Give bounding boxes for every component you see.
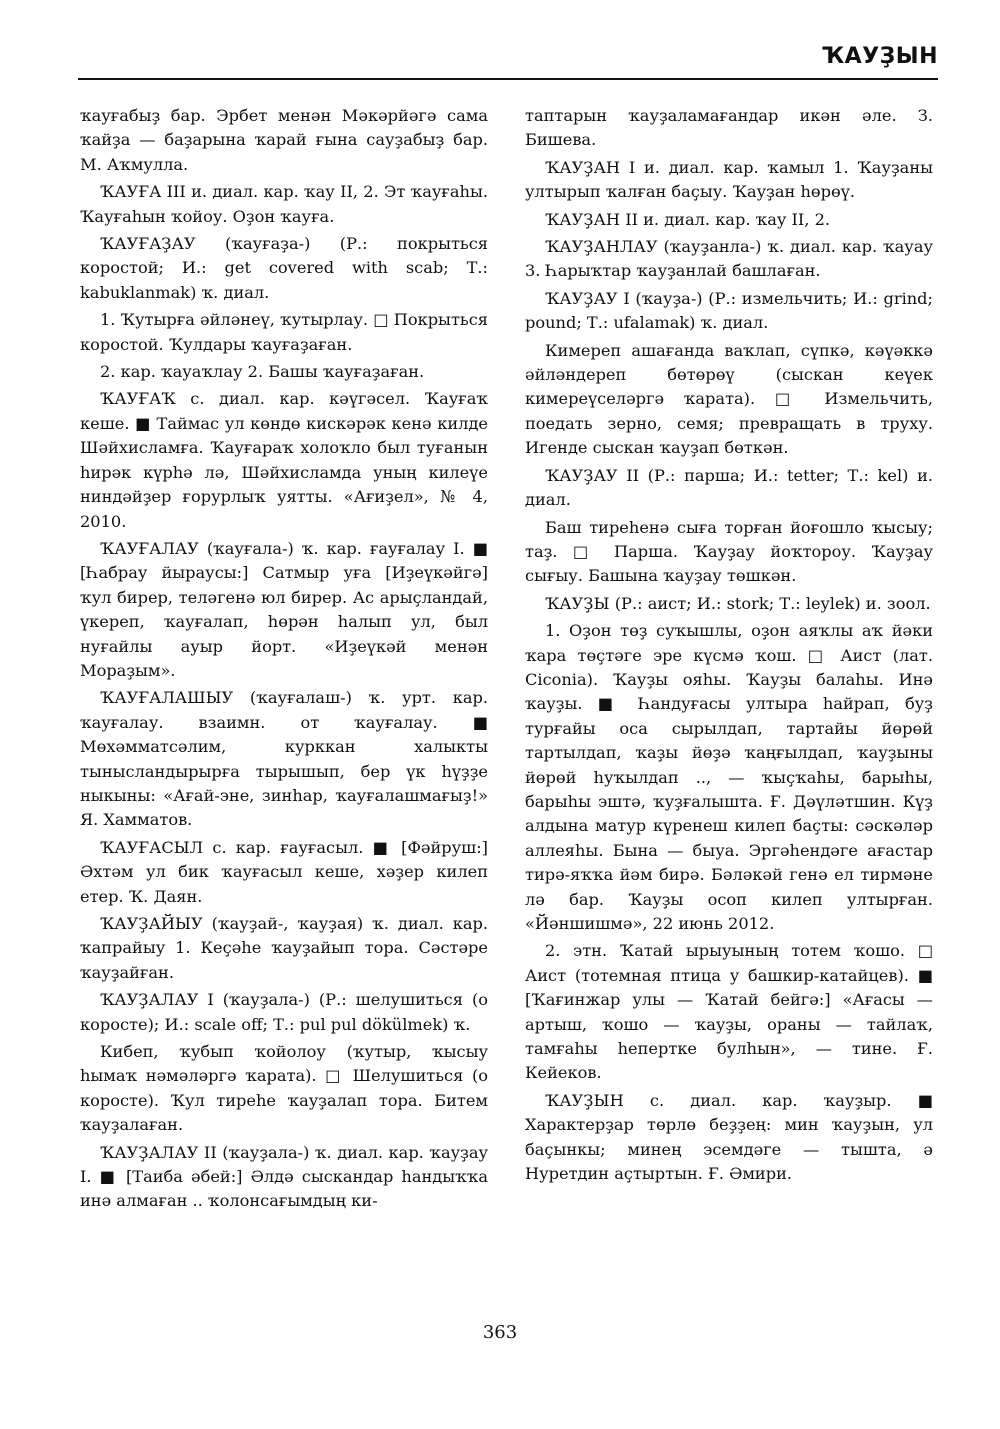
entry-kauzyn: ҠАУҘЫН с. диал. кар. ҡауҙыр. ■ Характерҙар төрлө беҙҙең: мин ҡауҙын, ул баҫынкы; минең эсемдәге — тышта, ә Нуретдин аҫтыртын. Ғ. Әмири. [525,1090,933,1184]
entry-kauzan-1: ҠАУҘАН I и. диал. кар. ҡамыл 1. Ҡауҙаны ултырып ҡалған баҫыу. Ҡауҙан һөрөү. [525,157,933,202]
entry-kauzaiyu: ҠАУҘАЙЫУ (ҡауҙай-, ҡауҙая) ҡ. диал. кар. ҡапрайыу 1. Кеҫәһе ҡауҙайып тора. Сәстәре ҡауҙайған. [80,914,488,982]
left-column [80,104,488,1217]
page-number: 363 [482,1322,518,1343]
entry-kaugasyl: ҠАУҒАСЫЛ с. кар. ғауғасыл. ■ [Фәйруш:] Әхтәм ул бик ҡауғасыл кеше, хәҙер килеп етер. Ҡ. Даян. [80,837,488,906]
definition: Баш тиреһенә сыға торған йоғошло ҡысыу; таҙ. □ Парша. Ҡауҙау йоҡтороу. Ҡауҙау сығыу. Башына ҡауҙау төшкән. [525,517,933,586]
entry-kauzau-2: ҠАУҘАУ II (Р.: парша; И.: tetter; Т.: kel) и. диал. [525,465,933,510]
entry-kauzanlau: ҠАУҘАНЛАУ (ҡауҙанла-) ҡ. диал. кар. ҡауау 3. Һарыҡтар ҡауҙанлай башлаған. [525,237,933,281]
definition: Кимереп ашағанда ваҡлап, сүпкә, кәүәккә әйләндереп бөтөрөү (сыскан кеүек кимереүселәргә ҡарата). □ Измельчить, поедать зерно, семя; превращать в труху. Игенде сыскан ҡауҙап бөткән. [525,340,933,458]
right-column [525,104,933,1189]
entry-kauzalau-1: ҠАУҘАЛАУ I (ҡауҙала-) (Р.: шелушиться (о коросте); И.: scale off; Т.: pul pul dökülmek) ҡ. [80,990,488,1034]
entry-kaugalashyu: ҠАУҒАЛАШЫУ (ҡауғалаш-) ҡ. урт. кар. ҡауғалау. взаимн. от ҡауғалау. ■ Мөхәмматсәлим, курккан халыкты тынысландырырға тырышып, бер үк һүҙҙе ныкыны: «Ағай-эне, зинһар, ҡауғалашмағыҙ!» Я. Хамматов. [80,688,488,830]
entry-kaugazau: ҠАУҒАҘАУ (ҡауғаҙа-) (Р.: покрыться коростой; И.: get covered with scab; Т.: kabuklanmak) ҡ. диал. [80,234,488,302]
entry-kauzan-2: ҠАУҘАН II и. диал. кар. ҡау II, 2. [545,209,831,229]
entry-kauzau-1: ҠАУҘАУ I (ҡауҙа-) (Р.: измельчить; И.: grind; pound; Т.: ufalamak) ҡ. диал. [525,288,933,333]
entry-kauzy: ҠАУҘЫ (Р.: аист; И.: stork; Т.: leylek) и. зоол. [545,593,931,613]
definition: Кибеп, ҡубып ҡойолоу (ҡутыр, ҡысыу һымаҡ нәмәләргә ҡарата). □ Шелушиться (о коросте). Ҡул тиреһе ҡауҙалап тора. Битем ҡауҙалаған. [80,1042,488,1135]
sense-2: 2. этн. Ҡатай ырыуының тотем ҡошо. □ Аист (тотемная птица у башкир-катайцев). ■ [Ҡағинжар улы — Ҡатай бейгә:] «Ағасы — артыш, ҡошо — ҡауҙы, ораны — тайлаҡ, тамғаһы һепертке булһын», — тине. Ғ. Кейеков. [525,941,933,1083]
entry-kauzalau-2: ҠАУҘАЛАУ II (ҡауҙала-) ҡ. диал. кар. ҡауҙау I. ■ [Таиба әбей:] Әлдә сыскандар һандыҡҡа инә алмаған .. ҡолонсағымдың ки- [80,1142,488,1211]
entry-continuation: таптарын ҡауҙаламағандар икән әле. З. Бишева. [525,106,933,150]
sense-1: 1. Ҡутырға әйләнеү, ҡутырлау. □ Покрыться коростой. Ҡулдары ҡауғаҙаған. [80,310,488,354]
sense-2: 2. кар. ҡауаҡлау 2. Башы ҡауғаҙаған. [100,362,425,382]
entry-kaugak: ҠАУҒАҠ с. диал. кар. кәүгәсел. Ҡауғаҡ кеше. ■ Таймас ул көндө кискәрәк кенә килде Шәйхисламға. Ҡауғараҡ холоҡло был туғанын һирәк күрһә лә, Шәйхисламда уның килеүе ниндәйҙер ғорурлыҡ уятты. «Ағиҙел», № 4, 2010. [80,389,488,531]
sense-1: 1. Оҙон төҙ суҡышлы, оҙон аяҡлы аҡ йәки ҡара төҫтәге эре күсмә ҡош. □ Аист (лат. Ciconia). Ҡауҙы ояһы. Ҡауҙы балаһы. Инә ҡауҙы. ■ Һандуғасы ултыра һайрап, буҙ турғайы оса сырылдап, тартайы йөрөй тартылдап, ҡаҙы йөҙә ҡаңғылдап, ҡауҙыны йөрөй һуҡылдап .., — ҡыҫҡаһы, барыһы, барыһы эштә, ҡуҙғалышта. Ғ. Дәүләтшин. Күҙ алдына матур күренеш килеп баҫты: сәскәләр аллеяһы. Бына — быуа. Эргәһендәге ағастар тирә-яҡҡа йәм бирә. Бәләкәй генә ел тирмәне лә бар. Ҡауҙы осоп килеп ултырған. «Йәншишмә», 22 июнь 2012. [525,621,933,933]
header-rule [78,78,938,80]
entry-kaugalau: ҠАУҒАЛАУ (ҡауғала-) ҡ. кар. ғауғалау I. ■ [Һабрау йыраусы:] Сатмыр уға [Иҙеүкәйгә] ҡул бирер, теләгенә юл бирер. Ас арыҫландай, үкереп, ҡауғалап, һөрән һалып ул, был нуғайлы ауыр йорт. «Иҙеүкәй менән Мораҙым». [80,538,488,680]
running-head: ҠАУҘЫН [821,44,938,69]
entry-continuation: ҡауғабыҙ бар. Эрбет менән Мәкәрйәгә сама ҡайҙа — баҙарына ҡарай ғына сауҙабыҙ бар. М. Аҡмулла. [80,106,488,174]
entry-kauga-3: ҠАУҒА III и. диал. кар. ҡау II, 2. Эт ҡауғаһы. Ҡауғаһын ҡойоу. Оҙон ҡауға. [80,182,488,226]
